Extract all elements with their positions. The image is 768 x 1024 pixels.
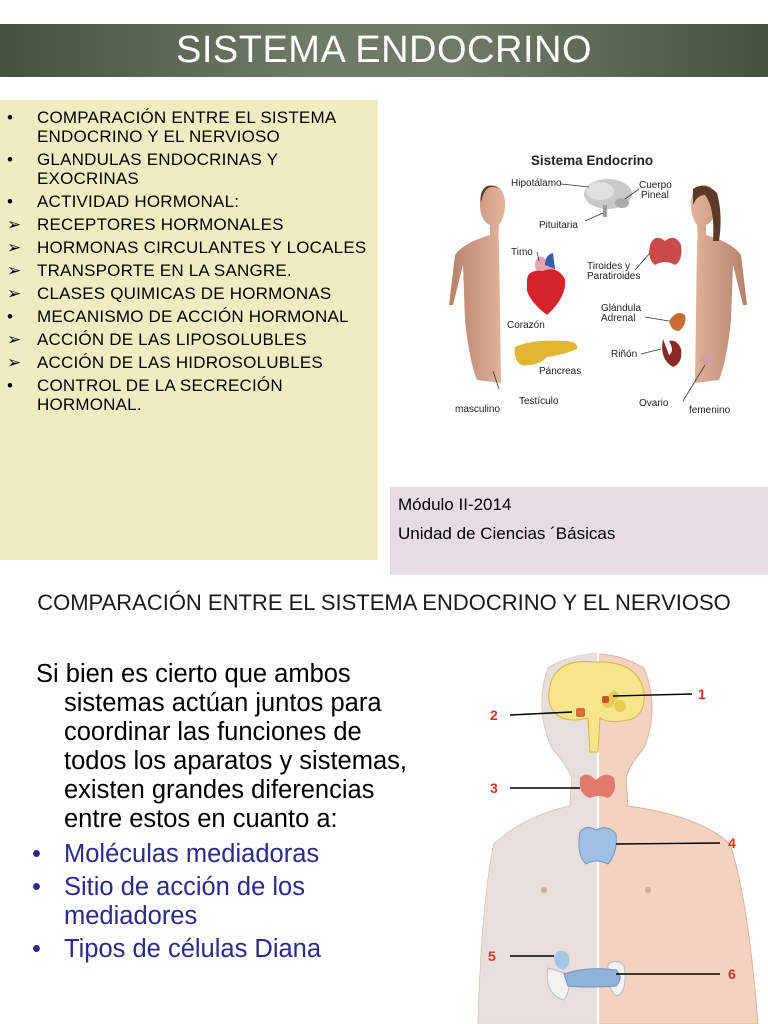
label-rinon: Riñón <box>611 349 638 360</box>
intro-paragraph: Si bien es cierto que ambos sistemas actúan juntos para coordinar las funciones de todos los aparatos y sistemas, existen grandes diferencias entre estos en cuanto a: <box>36 660 407 833</box>
label-ovario: Ovario <box>639 398 669 409</box>
endocrine-system-figure <box>443 145 753 425</box>
figure-title: Sistema Endocrino <box>530 153 654 168</box>
list-item: • CONTROL DE LA SECRECIÓN HORMONAL. <box>7 376 283 414</box>
kidney-icon <box>662 339 681 367</box>
differences-list <box>32 840 416 964</box>
label-timo: Timo <box>511 247 533 258</box>
label-masculino: masculino <box>455 404 501 415</box>
topics-box <box>0 100 378 560</box>
heart-icon <box>527 269 565 315</box>
label-pituitaria: Pituitaria <box>539 220 578 231</box>
list-item: • MECANISMO DE ACCIÓN HORMONAL <box>7 307 349 326</box>
thymus-icon <box>579 827 616 864</box>
label-cuerpo-pineal-2: Pineal <box>641 190 669 201</box>
list-item: ➢ CLASES QUIMICAS DE HORMONAS <box>7 284 332 303</box>
list-item: • Moléculas mediadoras <box>32 840 320 868</box>
pancreas-icon <box>564 969 620 987</box>
label-femenino: femenino <box>689 405 731 416</box>
label-pancreas: Páncreas <box>539 366 582 377</box>
list-item: • ACTIVIDAD HORMONAL: <box>7 192 240 211</box>
label-tiroides-2: Paratiroides <box>587 271 641 282</box>
ovary-icon <box>700 353 714 365</box>
unit-label: Unidad de Ciencias ´Básicas <box>398 524 616 543</box>
label-number-5: 5 <box>488 948 496 964</box>
label-corazon: Corazón <box>507 320 545 331</box>
label-number-1: 1 <box>698 686 706 702</box>
pituitary-icon <box>576 708 585 717</box>
list-item: ➢ ACCIÓN DE LAS LIPOSOLUBLES <box>7 330 307 349</box>
label-number-2: 2 <box>490 707 498 723</box>
list-item: ➢ HORMONAS CIRCULANTES Y LOCALES <box>7 238 367 257</box>
label-testiculo: Testículo <box>519 396 559 407</box>
label-glandula-2: Adrenal <box>601 313 636 324</box>
module-info-box <box>390 487 768 575</box>
label-glandula-1: Glándula <box>601 303 642 314</box>
pancreas-icon <box>515 341 578 366</box>
list-item: ➢ TRANSPORTE EN LA SANGRE. <box>7 261 292 280</box>
label-number-3: 3 <box>490 780 498 796</box>
slide-title: SISTEMA ENDOCRINO <box>0 24 768 77</box>
label-number-6: 6 <box>728 966 736 982</box>
thyroid-icon <box>649 238 681 265</box>
label-tiroides-1: Tiroides y <box>587 261 630 272</box>
label-cuerpo-pineal-1: Cuerpo <box>639 180 672 191</box>
list-item: • Tipos de células Diana <box>32 935 322 963</box>
list-item: • COMPARACIÓN ENTRE EL SISTEMA ENDOCRINO Y EL NERVIOSO <box>7 108 336 146</box>
topics-list <box>0 100 378 414</box>
list-item: • Sitio de acción de los mediadores <box>32 873 305 930</box>
female-figure <box>691 185 747 383</box>
module-label: Módulo II-2014 <box>398 495 512 514</box>
brain-icon <box>584 179 632 217</box>
list-item: ➢ RECEPTORES HORMONALES <box>7 215 284 234</box>
adrenal-gland-icon <box>669 313 685 331</box>
label-number-4: 4 <box>728 835 736 851</box>
body-glands-figure <box>468 648 768 1024</box>
section-heading: COMPARACIÓN ENTRE EL SISTEMA ENDOCRINO Y EL NERVIOSO <box>37 590 731 615</box>
list-item: • GLANDULAS ENDOCRINAS Y EXOCRINAS <box>7 150 278 188</box>
list-item: ➢ ACCIÓN DE LAS HIDROSOLUBLES <box>7 353 323 372</box>
male-figure <box>449 185 505 383</box>
label-hipotalamo: Hipotálamo <box>511 178 562 189</box>
pineal-icon <box>602 696 609 703</box>
comparison-body <box>32 660 416 968</box>
